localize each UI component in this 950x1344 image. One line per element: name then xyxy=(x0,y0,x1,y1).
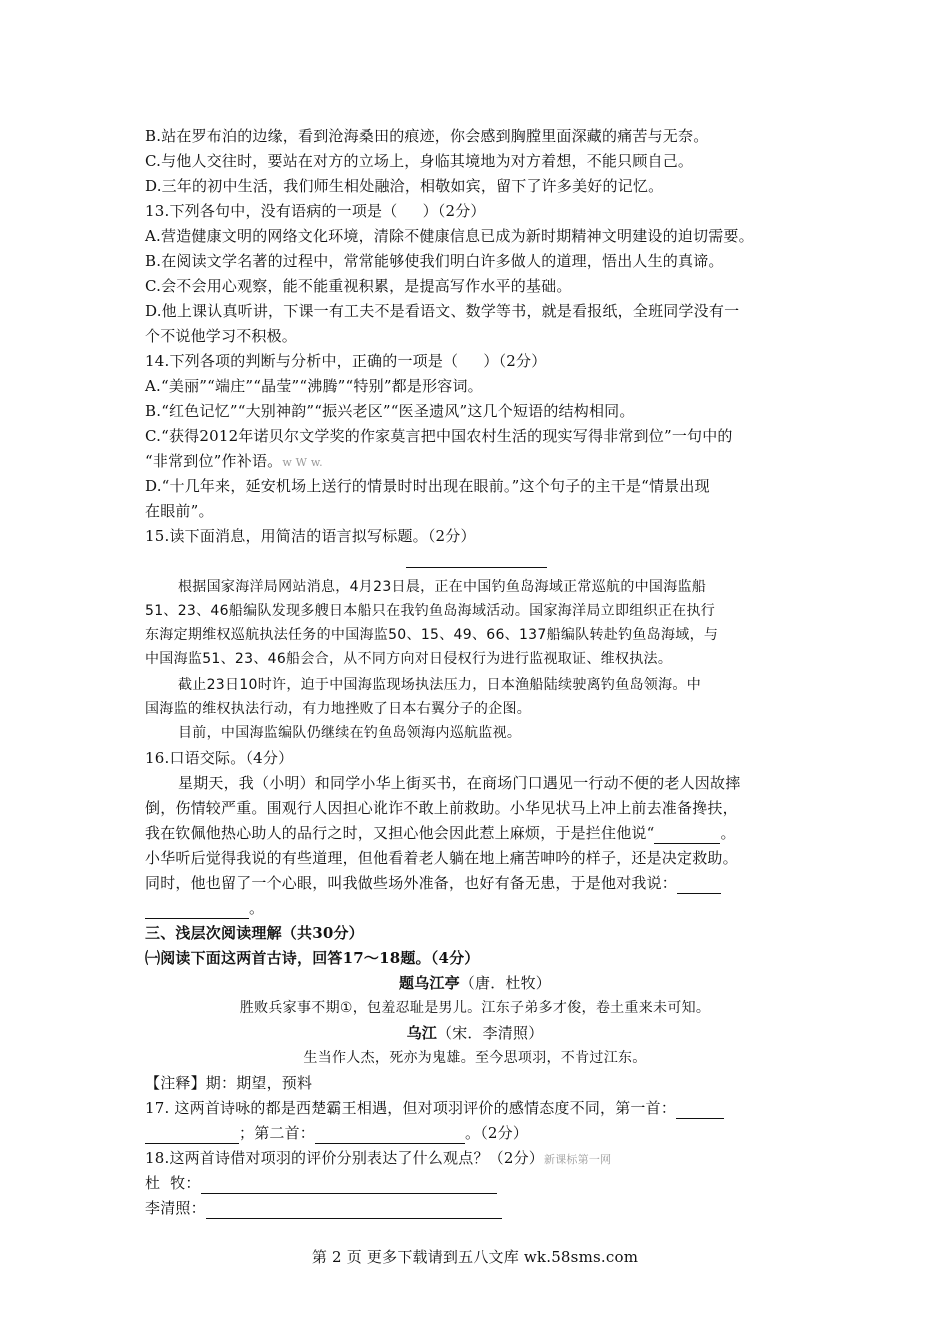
question-16-para-4: 小华听后觉得我说的有些道理，但他看着老人躺在地上痛苦呻吟的样子，还是决定救助。 xyxy=(145,849,738,867)
question-17 xyxy=(145,1097,724,1119)
poem-2-author: （宋．李清照） xyxy=(437,1024,544,1042)
question-15: 15.读下面消息，用简洁的语言拟写标题。（2分） xyxy=(145,527,476,545)
annotation-note: 【注释】期：期望，预料 xyxy=(145,1074,313,1092)
news-line-7: 目前，中国海监编队仍继续在钓鱼岛领海内巡航监视。 xyxy=(178,725,522,741)
question-18-dumu xyxy=(145,1172,497,1194)
watermark-text: 新课标第一网 xyxy=(544,1153,612,1166)
news-line-4: 中国海监51、23、46船会合，从不同方向对日侵权行为进行监视取证、维权执法。 xyxy=(145,651,673,667)
watermark-text: w W w. xyxy=(282,456,323,469)
question-17-score: 。（2分） xyxy=(465,1124,529,1142)
para-3-end: 。 xyxy=(720,824,736,842)
poem-1-title: 题乌江亭 xyxy=(398,974,460,992)
answer-blank-18b[interactable] xyxy=(206,1202,502,1219)
question-13: 13.下列各句中，没有语病的一项是（ ）（2分） xyxy=(145,202,486,220)
question-14-option-b: B.“红色记忆”“大别神韵”“振兴老区”“医圣遗风”这几个短语的结构相同。 xyxy=(145,402,635,420)
answer-blank-2b[interactable] xyxy=(145,902,249,919)
question-16-para-1: 星期天，我（小明）和同学小华上街买书，在商场门口遇见一行动不便的老人因故摔 xyxy=(178,774,741,792)
news-line-6: 国海监的维权执法行动，有力地挫败了日本右翼分子的企图。 xyxy=(145,701,532,717)
poem-1-text: 胜败兵家事不期①，包羞忍耻是男儿。江东子弟多才俊，卷土重来未可知。 xyxy=(239,1000,711,1016)
poem-2-title: 乌江 xyxy=(406,1024,437,1042)
liqingzhao-label: 李清照： xyxy=(145,1199,206,1217)
question-16: 16.口语交际。（4分） xyxy=(145,749,294,767)
poem-2-heading xyxy=(0,1022,950,1044)
option-d-line: D.三年的初中生活，我们师生相处融洽，相敬如宾，留下了许多美好的记忆。 xyxy=(145,177,664,195)
question-13-option-d-cont: 个不说他学习不积极。 xyxy=(145,327,298,345)
question-18-text: 18.这两首诗借对项羽的评价分别表达了什么观点？（2分） xyxy=(145,1149,545,1167)
question-13-option-c: C.会不会用心观察，能不能重视积累，是提高写作水平的基础。 xyxy=(145,277,572,295)
option-b-line: B.站在罗布泊的边缘，看到沧海桑田的痕迹，你会感到胸膛里面深藏的痛苦与无奈。 xyxy=(145,127,709,145)
question-17-cont xyxy=(145,1122,528,1144)
poem-1-heading xyxy=(0,972,950,994)
para-5-text: 同时，他也留了一个心眼，叫我做些场外准备，也好有备无患，于是他对我说： xyxy=(145,874,678,892)
para-3-text: 我在钦佩他热心助人的品行之时，又担心他会因此惹上麻烦，于是拦住他说“ xyxy=(145,824,655,842)
answer-blank-17b[interactable] xyxy=(145,1127,239,1144)
question-16-para-6 xyxy=(145,897,264,919)
para-6-end: 。 xyxy=(249,899,265,917)
option-c-line: C.与他人交往时，要站在对方的立场上，身临其境地为对方着想，不能只顾自己。 xyxy=(145,152,694,170)
news-line-2: 51、23、46船编队发现多艘日本船只在我钓鱼岛海域活动。国家海洋局立即组织正在执行 xyxy=(145,603,716,619)
news-line-3: 东海定期维权巡航执法任务的中国海监50、15、49、66、137船编队转赴钓鱼岛海域，与 xyxy=(145,627,719,643)
answer-blank-1[interactable] xyxy=(654,827,720,844)
headline-blank[interactable] xyxy=(406,567,547,568)
question-14-option-d-cont: 在眼前”。 xyxy=(145,502,214,520)
news-line-5: 截止23日10时许，迫于中国海监现场执法压力，日本渔船陆续驶离钓鱼岛领海。中 xyxy=(178,677,702,693)
question-16-para-3 xyxy=(145,822,736,844)
question-16-para-5 xyxy=(145,872,721,894)
question-14-option-c: C.“获得2012年诺贝尔文学奖的作家莫言把中国农村生活的现实写得非常到位”一句中的 xyxy=(145,427,733,445)
question-18-liqingzhao xyxy=(145,1197,502,1219)
question-14-option-c-cont xyxy=(145,450,323,474)
answer-blank-17c[interactable] xyxy=(315,1127,465,1144)
question-17-second: ；第二首： xyxy=(239,1124,316,1142)
dumu-label: 杜 牧： xyxy=(145,1174,201,1192)
section-3-subheading: ㈠阅读下面这两首古诗，回答17～18题。（4分） xyxy=(145,949,480,967)
poem-1-author: （唐．杜牧） xyxy=(459,974,551,992)
question-14-option-a: A.“美丽”“端庄”“晶莹”“沸腾”“特别”都是形容词。 xyxy=(145,377,483,395)
answer-blank-18a[interactable] xyxy=(201,1177,497,1194)
question-17-text: 17. 这两首诗咏的都是西楚霸王相遇，但对项羽评价的感情态度不同，第一首： xyxy=(145,1099,677,1117)
news-line-1: 根据国家海洋局网站消息，4月23日晨，正在中国钓鱼岛海域正常巡航的中国海监船 xyxy=(178,579,707,595)
option-c-text: “非常到位”作补语。 xyxy=(145,452,283,470)
page-footer: 第 2 页 更多下载请到五八文库 wk.58sms.com xyxy=(311,1248,639,1266)
answer-blank-2a[interactable] xyxy=(677,877,721,894)
question-18 xyxy=(145,1147,611,1171)
question-14-option-d: D.“十几年来，延安机场上送行的情景时时出现在眼前。”这个句子的主干是“情景出现 xyxy=(145,477,710,495)
question-16-para-2: 倒，伤情较严重。围观行人因担心讹诈不敢上前救助。小华见状马上冲上前去准备搀扶， xyxy=(145,799,738,817)
poem-2-text: 生当作人杰，死亦为鬼雄。至今思项羽，不肯过江东。 xyxy=(303,1050,647,1066)
question-13-option-d: D.他上课认真听讲，下课一有工夫不是看语文、数学等书，就是看报纸，全班同学没有一 xyxy=(145,302,740,320)
question-13-option-a: A.营造健康文明的网络文化环境，清除不健康信息已成为新时期精神文明建设的迫切需要。 xyxy=(145,227,754,245)
section-3-heading: 三、浅层次阅读理解（共30分） xyxy=(145,924,364,942)
question-14: 14.下列各项的判断与分析中，正确的一项是（ ）（2分） xyxy=(145,352,547,370)
answer-blank-17a[interactable] xyxy=(676,1102,724,1119)
question-13-option-b: B.在阅读文学名著的过程中，常常能够使我们明白许多做人的道理，悟出人生的真谛。 xyxy=(145,252,724,270)
